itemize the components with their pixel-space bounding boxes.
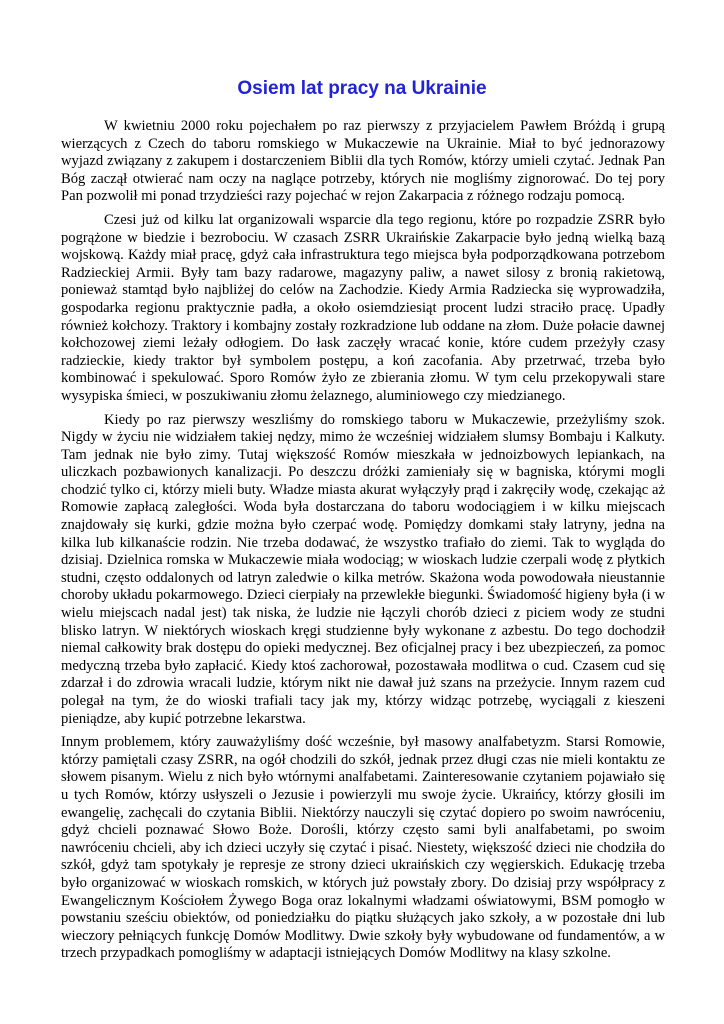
paragraph-4: Innym problemem, który zauważyliśmy dość wcześnie, był masowy analfabetyzm. Starsi Romowie, którzy pamiętali czasy ZSRR, na ogół chodzili do szkół, jednak przez długi czas nie mieli kontaktu ze słowem pisanym. Wielu z nich było wtórnymi analfabetami. Zainteresowanie czytaniem pojawiało się u tych Romów, którzy usłyszeli o Jezusie i powierzyli mu swoje życie. Ukraińcy, którzy głosili im ewangelię, zachęcali do czytania Biblii. Niektórzy nauczyli się czytać dopiero po swoim nawróceniu, gdyż chcieli poznawać Słowo Boże. Dorośli, którzy często sami byli analfabetami, po swoim nawróceniu chcieli, aby ich dzieci uczyły się czytać i pisać. Niestety, większość dzieci nie chodziła do szkół, gdyż tam spotykały je represje ze strony dzieci ukraińskich czy węgierskich. Edukację trzeba było organizować w wioskach romskich, w których już powstały zbory. Do dzisiaj przy współpracy z Ewangelicznym Kościołem Żywego Boga oraz lokalnymi władzami oświatowymi, BSM pomogło w powstaniu sześciu obiektów, od poniedziałku do piątku służących jako szkoły, a w pozostałe dni lub wieczory pełniących funkcję Domów Modlitwy. Dwie szkoły były wybudowane od fundamentów, a w trzech przypadkach pomogliśmy w adaptacji istniejących Domów Modlitwy na klasy szkolne. bbox=[61, 734, 665, 962]
paragraph-2: Czesi już od kilku lat organizowali wsparcie dla tego regionu, które po rozpadzie ZSRR było pogrążone w biedzie i bezrobociu. W czasach ZSRR Ukraińskie Zakarpacie było jedną wielką bazą wojskową. Każdy miał pracę, gdyż cała infrastruktura tego miejsca była podporządkowana potrzebom Radzieckiej Armii. Były tam bazy radarowe, magazyny paliw, a nawet silosy z bronią rakietową, ponieważ stamtąd było najbliżej do celów na Zachodzie. Kiedy Armia Radziecka się wyprowadziła, gospodarka regionu praktycznie padła, a około osiemdziesiąt procent ludzi straciło pracę. Upadły również kołchozy. Traktory i kombajny zostały rozkradzione lub oddane na złom. Duże połacie dawnej kołchozowej ziemi leżały odłogiem. Do łask zaczęły wracać konie, które cudem przeżyły czasy radzieckie, kiedy traktor był symbolem postępu, a koń zacofania. Aby przetrwać, trzeba było kombinować i spekulować. Sporo Romów żyło ze zbierania złomu. W tym celu przekopywali stare wysypiska śmieci, w poszukiwaniu złomu żelaznego, aluminiowego czy miedzianego. bbox=[61, 211, 665, 404]
paragraph-1: W kwietniu 2000 roku pojechałem po raz pierwszy z przyjacielem Pawłem Bróżdą i grupą wierzących z Czech do taboru romskiego w Mukaczewie na Ukrainie. Miał to być jednorazowy wyjazd związany z zakupem i dostarczeniem Biblii dla tych Romów, którzy umieli czytać. Jednak Pan Bóg zaczął otwierać nam oczy na naglące potrzeby, których nie mogliśmy zignorować. Do tej pory Pan pozwolił mi ponad trzydzieści razy pojechać w rejon Zakarpacia z różnego rodzaju pomocą. bbox=[61, 118, 665, 205]
paragraph-3: Kiedy po raz pierwszy weszliśmy do romskiego taboru w Mukaczewie, przeżyliśmy szok. Nigdy w życiu nie widziałem takiej nędzy, mimo że wcześniej widziałem slumsy Bombaju i Kalkuty. Tam jednak nie było zimy. Tutaj większość Romów mieszkała w jednoizbowych lepiankach, na uliczkach pozbawionych kanalizacji. Po deszczu dróżki zamieniały się w bagniska, którymi mogli chodzić tylko ci, którzy mieli buty. Władze miasta akurat wyłączyły prąd i zakręciły wodę, czekając aż Romowie zapłacą zaległości. Woda była dostarczana do taboru wodociągiem i w kilku miejscach znajdowały się kurki, gdzie można było czerpać wodę. Pomiędzy domkami stały latryny, jedna na kilka lub kilkanaście rodzin. Nie trzeba dodawać, że wszystko trafiało do ziemi. Tak to wygląda do dzisiaj. Dzielnica romska w Mukaczewie miała wodociąg; w wioskach ludzie czerpali wodę z płytkich studni, często oddalonych od latryn zaledwie o kilka metrów. Skażona woda powodowała nieustannie choroby układu pokarmowego. Dzieci cierpiały na przewlekłe biegunki. Świadomość higieny była (i w wielu miejscach nadal jest) tak niska, że ludzie nie łączyli chorób dzieci z piciem wody ze studni blisko latryn. W niektórych wioskach kręgi studzienne były wykonane z azbestu. Do tego dochodził niemal całkowity brak dostępu do opieki medycznej. Bez oficjalnej pracy i bez ubezpieczeń, za pomoc medyczną trzeba było zapłacić. Kiedy ktoś zachorował, pozostawała modlitwa o cud. Czasem cud się zdarzał i do zdrowia wracali ludzie, którym nikt nie dawał już szans na przeżycie. Innym razem cud polegał na tym, że do wioski trafiali tacy jak my, którzy widząc potrzebę, wyciągali z kieszeni pieniądze, aby kupić potrzebne lekarstwa. bbox=[61, 411, 665, 727]
document-title: Osiem lat pracy na Ukrainie bbox=[237, 78, 487, 99]
document-body bbox=[61, 118, 665, 969]
